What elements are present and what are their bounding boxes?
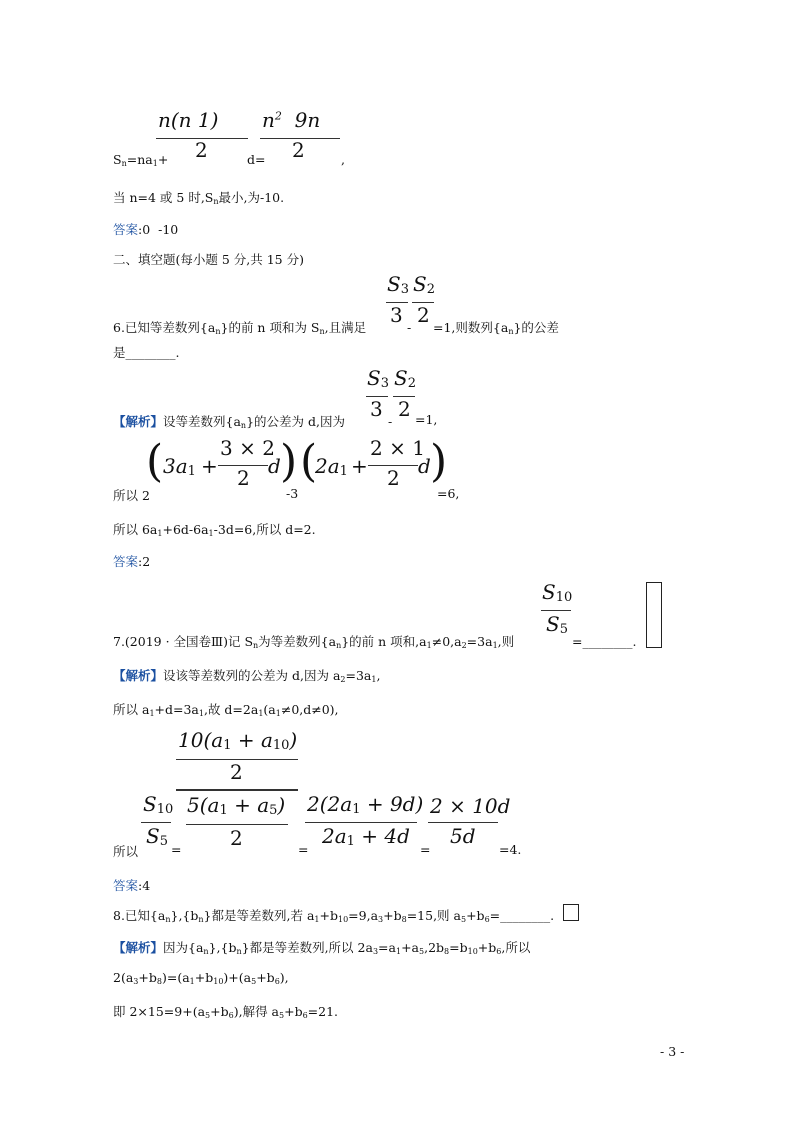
sol7-l2e: ≠0,d≠0), [280,702,339,717]
sol8-l2c: )=(a [161,970,190,985]
sol6-l3s2: 1 [208,529,214,538]
sol7-lhs-bar [141,822,171,823]
sol7-lhs-ns: S [143,792,157,816]
top-frac1-numerator [158,108,218,132]
sol7-lhs-nsub: 10 [156,802,174,817]
q7-blank: =________. [572,634,637,649]
sol8-t5: +a [401,940,419,955]
sol7-line1 [113,666,380,684]
q8-t1: 8.已知{a [113,908,166,923]
q8-t8: +b [466,908,485,923]
q8-t9: =________. [489,908,555,923]
sol7-line2 [113,700,339,718]
top-frac2-numerator [262,108,320,132]
sol6-term2 [315,454,348,479]
sol8-t9: ,所以 [501,940,531,955]
sol8-l3s3: 5 [279,1011,285,1020]
sol6-l3a: 所以 6a [113,522,158,537]
sol7-f2d-s: 1 [346,834,355,849]
sol6-eq6: =6, [437,486,460,501]
top-frac2-n: n [262,108,275,132]
sol7-l2a: 所以 a [113,702,150,717]
sol6-term1-sub: 1 [187,464,196,479]
sol6-so: 所以 2 [113,488,150,503]
q6-line2: 是________. [113,345,180,360]
min-line-sub: n [213,197,219,206]
sol8-l2d: +b [194,970,214,985]
q7-t2: 为等差数列{a [258,634,337,649]
q7-t5: =3a [466,634,493,649]
sol7-l2s4: 1 [275,709,281,718]
sol8-s6: 8 [444,947,450,956]
sol8-l3s1: 5 [205,1011,211,1020]
sol7-f2-den [322,824,410,849]
min-line-a: 当 n=4 或 5 时,S [113,190,214,205]
sol8-t4: =a [378,940,396,955]
top-formula-left [113,152,168,168]
sol7-big-main-bar [176,789,298,791]
sol6-s3 [367,366,389,391]
sol8-l2s4: 10 [213,977,224,986]
q6-t-b: }的前 n 项和为 S [220,320,320,335]
sol8-tag: 【解析】 [113,940,164,955]
sol6-text2: }的公差为 d,因为 [246,414,345,429]
q7-s5: 1 [492,641,498,650]
sol8-l3d: +b [284,1004,303,1019]
q6-minus: - [407,320,412,335]
q8-t7: =15,则 a [406,908,461,923]
sol7-s2: 1 [371,675,377,684]
sol7-big-den-den: 2 [230,826,243,850]
sol8-s5: 5 [419,947,425,956]
sol7-l2c: ,故 d=2a [203,702,259,717]
s-label: S [113,152,122,167]
sol8-l3s4: 6 [302,1011,308,1020]
sol7-big-den-top [187,793,285,818]
q6-s2 [413,272,435,297]
sol7-bnt-a: 10(a [178,728,224,752]
sol8-l2s5: 5 [251,977,257,986]
sol7-f3-den: 5d [450,824,476,848]
sol6-text: 设等差数列{a [163,414,241,429]
q6-t-a: 6.已知等差数列{a [113,320,216,335]
sol7-lhs-num [143,792,173,817]
sol7-bnt-plus: + a [231,728,273,752]
sol8-s1: n [203,947,209,956]
q8-answer-box[interactable] [563,904,579,921]
q6-eq1: =1,则数列{a [433,320,509,335]
sol7-bnt-s1: 1 [223,738,232,753]
s-sub: n [121,159,127,168]
sol8-s2: n [236,947,242,956]
answer-3 [113,876,150,894]
q7-fn-s: S [542,580,556,604]
sol6-s2-sub: 2 [407,376,416,391]
sol6-term1-plus: + [201,454,218,478]
sol8-l2b: +b [138,970,157,985]
answer-2-label: 答案 [113,554,139,569]
sol6-term2-sub: 1 [339,464,348,479]
sol8-l2s1: 3 [133,977,139,986]
sol8-l2s3: 1 [189,977,195,986]
sol6-term1-d: d [268,454,281,478]
min-line-rest: 最小,为-10. [218,190,285,205]
sol7-f2n-rest: + 9d) [360,792,424,816]
q8-s1: n [165,915,171,924]
sol7-big-num-den: 2 [230,760,243,784]
sol8-l2g: ), [279,970,289,985]
sol8-t7: =b [449,940,468,955]
sol7-bnt-close: ) [289,728,298,752]
sol8-s4: 1 [395,947,402,956]
q6-t-a-sub: n [215,327,221,336]
sol8-t8: +b [477,940,497,955]
sol7-bdt-a: 5(a [187,793,220,817]
sol8-l2f: +b [256,970,275,985]
answer-2-value: :2 [138,554,151,569]
sol7-t3: , [376,668,381,683]
sol6-minus: - [388,414,393,429]
q7-t1: 7.(2019 · 全国卷Ⅲ)记 S [113,634,254,649]
q6-line1 [113,318,366,336]
sol8-l3e: =21. [307,1004,339,1019]
sol7-bdt-close: ) [277,793,286,817]
q8-s6: 8 [401,915,407,924]
sol6-term1 [163,454,196,479]
sol6-paren2-open: ( [300,436,318,487]
q8-s2: n [198,915,204,924]
sol6-frac1-den: 3 [370,397,383,421]
q7-t4: ≠0,a [431,634,462,649]
sol6-s2 [394,366,416,391]
q8-t5: =9,a [348,908,379,923]
sol6-term2-d: d [418,454,431,478]
sol6-term1-a: 3a [163,454,188,478]
sol7-bdt-s2: 5 [269,803,278,818]
sol7-t1: 设该等差数列的公差为 d,因为 a [163,668,341,683]
sol7-f2-bar [305,822,417,823]
sol8-s7: 10 [467,947,478,956]
sol8-t2: },{b [208,940,237,955]
sol8-l3a: 即 2×15=9+(a [113,1004,206,1019]
top-d-label: d= [247,152,266,167]
page-number: - 3 - [660,1044,685,1059]
q6-s2-sub: 2 [426,282,435,297]
sol8-t6: ,2b [424,940,445,955]
sol6-l3c: -3d=6,所以 d=2. [213,522,316,537]
sol7-eq: = [171,842,182,857]
sol6-l3s1: 1 [157,529,163,538]
q6-s3-s: S [387,272,401,296]
top-frac1-num-text: n(n 1) [158,108,219,132]
sol6-term2-den: 2 [387,466,400,490]
answer-1-value: :0 -10 [138,222,179,237]
sol8-l2s6: 6 [274,977,280,986]
s-rest: =na [126,152,153,167]
sol8-t1: 因为{a [163,940,204,955]
sol7-lhs-dsub: 5 [159,834,168,849]
q8-s5: 3 [378,915,384,924]
sol7-f3-bar [428,822,498,823]
q6-s3-sub: 3 [400,282,409,297]
top-frac2-rest: 9n [281,108,321,132]
sol6-term1-den: 2 [237,466,250,490]
sol6-s3-sub: 3 [380,376,389,391]
q6-line1-end [433,318,559,336]
answer-1-label: 答案 [113,222,139,237]
sol7-f2d-a: 2a [322,824,347,848]
q7-fd-s: S [546,612,560,636]
sol8-l2a: 2(a [113,970,134,985]
sol7-eq3: = [420,842,431,857]
answer-1 [113,220,178,238]
sol7-s1: 2 [340,675,346,684]
sol6-line1 [113,412,345,430]
q7-s3: 1 [426,641,432,650]
s-plus: + [157,152,169,167]
answer-3-label: 答案 [113,878,139,893]
sol7-bdt-plus: + a [227,793,270,817]
sol8-l3b: +b [210,1004,229,1019]
q7-frac-den [546,612,568,637]
sol6-term2-plus: + [351,454,368,478]
q6-s2-s: S [413,272,427,296]
sol8-t3: }都是等差数列,所以 2a [241,940,373,955]
sol6-paren1-close: ) [280,436,298,487]
q8-t3: }都是等差数列,若 a [203,908,315,923]
q6-t-c: ,且满足 [324,320,367,335]
sol6-term2-a: 2a [315,454,340,478]
sol6-line3 [113,520,316,538]
q7-frac-bar [541,610,571,611]
sol6-minus3: -3 [286,486,299,501]
sol7-f3-num: 2 × 10d [430,794,511,818]
sol7-f2d-rest: + 4d [354,824,410,848]
sol7-lhs-den [146,824,168,849]
min-line [113,188,284,206]
sol7-bnt-s2: 10 [272,738,290,753]
sol8-line2 [113,970,289,986]
sol7-eq2: = [298,842,309,857]
q7-line [113,632,514,650]
sol8-s8: 6 [496,947,502,956]
answer-2 [113,552,150,570]
q8-s4: 10 [337,915,349,924]
sol8-l2e: )+(a [223,970,252,985]
top-frac1-denominator: 2 [195,138,208,162]
sol6-s3-s: S [367,366,381,390]
sol8-line3 [113,1002,338,1020]
q7-s2: n [336,641,342,650]
q8-line [113,906,554,924]
q6-frac2-den: 2 [417,303,430,327]
q8-s8: 6 [484,915,490,924]
sol8-l3s2: 6 [228,1011,234,1020]
sol7-f2n-s: 1 [352,802,361,817]
q7-t3: }的前 n 项和,a [341,634,427,649]
q6-eq1-sub: n [508,327,514,336]
sol7-f2n-a: 2(2a [307,792,353,816]
sol8-l2s2: 8 [156,977,162,986]
sol7-t2: =3a [345,668,372,683]
q8-s7: 5 [460,915,467,924]
top-frac2-exp: 2 [274,109,282,123]
sol7-so: 所以 [113,844,139,859]
sol7-l2d: (a [263,702,276,717]
q8-s3: 1 [314,915,320,924]
sol7-f2-num [307,792,423,817]
sol7-eq4: =4. [499,842,522,857]
q6-t-b-sub: n [319,327,325,336]
q8-t2: },{b [170,908,199,923]
sol6-frac2-den: 2 [398,397,411,421]
q6-frac1-den: 3 [390,303,403,327]
q7-answer-box[interactable] [646,582,662,648]
sol7-big-den-bar [186,824,288,825]
sol6-l3b: +6d-6a [162,522,209,537]
sol8-l3c: ),解得 a [233,1004,279,1019]
sol7-l2s3: 1 [258,709,264,718]
sol6-term2-num: 2 × 1 [370,436,425,460]
sol7-l2s1: 1 [149,709,155,718]
q6-s3 [387,272,409,297]
sol6-term1-num: 3 × 2 [220,436,275,460]
sol6-tag: 【解析】 [113,414,164,429]
sol6-paren1-open: ( [146,436,164,487]
sol6-eq1: =1, [415,412,438,427]
q8-t4: +b [319,908,338,923]
sol8-line1 [113,938,530,956]
q8-t6: +b [383,908,402,923]
top-frac2-denominator: 2 [292,138,305,162]
q7-s1: n [253,641,259,650]
top-comma: , [341,152,345,167]
q7-t6: ,则 [497,634,515,649]
sol6-text-sub: n [240,421,247,430]
sol6-s2-s: S [394,366,408,390]
sol7-lhs-ds: S [146,824,160,848]
sol7-l2b: +d=3a [154,702,199,717]
answer-3-value: :4 [138,878,151,893]
q7-s4: 2 [461,641,467,650]
s-rest-sub: 1 [152,159,158,168]
sol7-big-num-top [178,728,297,753]
q7-fn-sub: 10 [555,590,573,605]
sol7-l2s2: 1 [198,709,204,718]
sol6-paren2-close: ) [430,436,448,487]
q7-frac-num [542,580,572,605]
section-title: 二、填空题(每小题 5 分,共 15 分) [113,252,304,267]
q6-t-d: }的公差 [513,320,559,335]
sol8-s3: 3 [372,947,379,956]
sol7-bdt-s1: 1 [219,803,228,818]
q7-fd-sub: 5 [559,622,568,637]
sol7-tag: 【解析】 [113,668,164,683]
